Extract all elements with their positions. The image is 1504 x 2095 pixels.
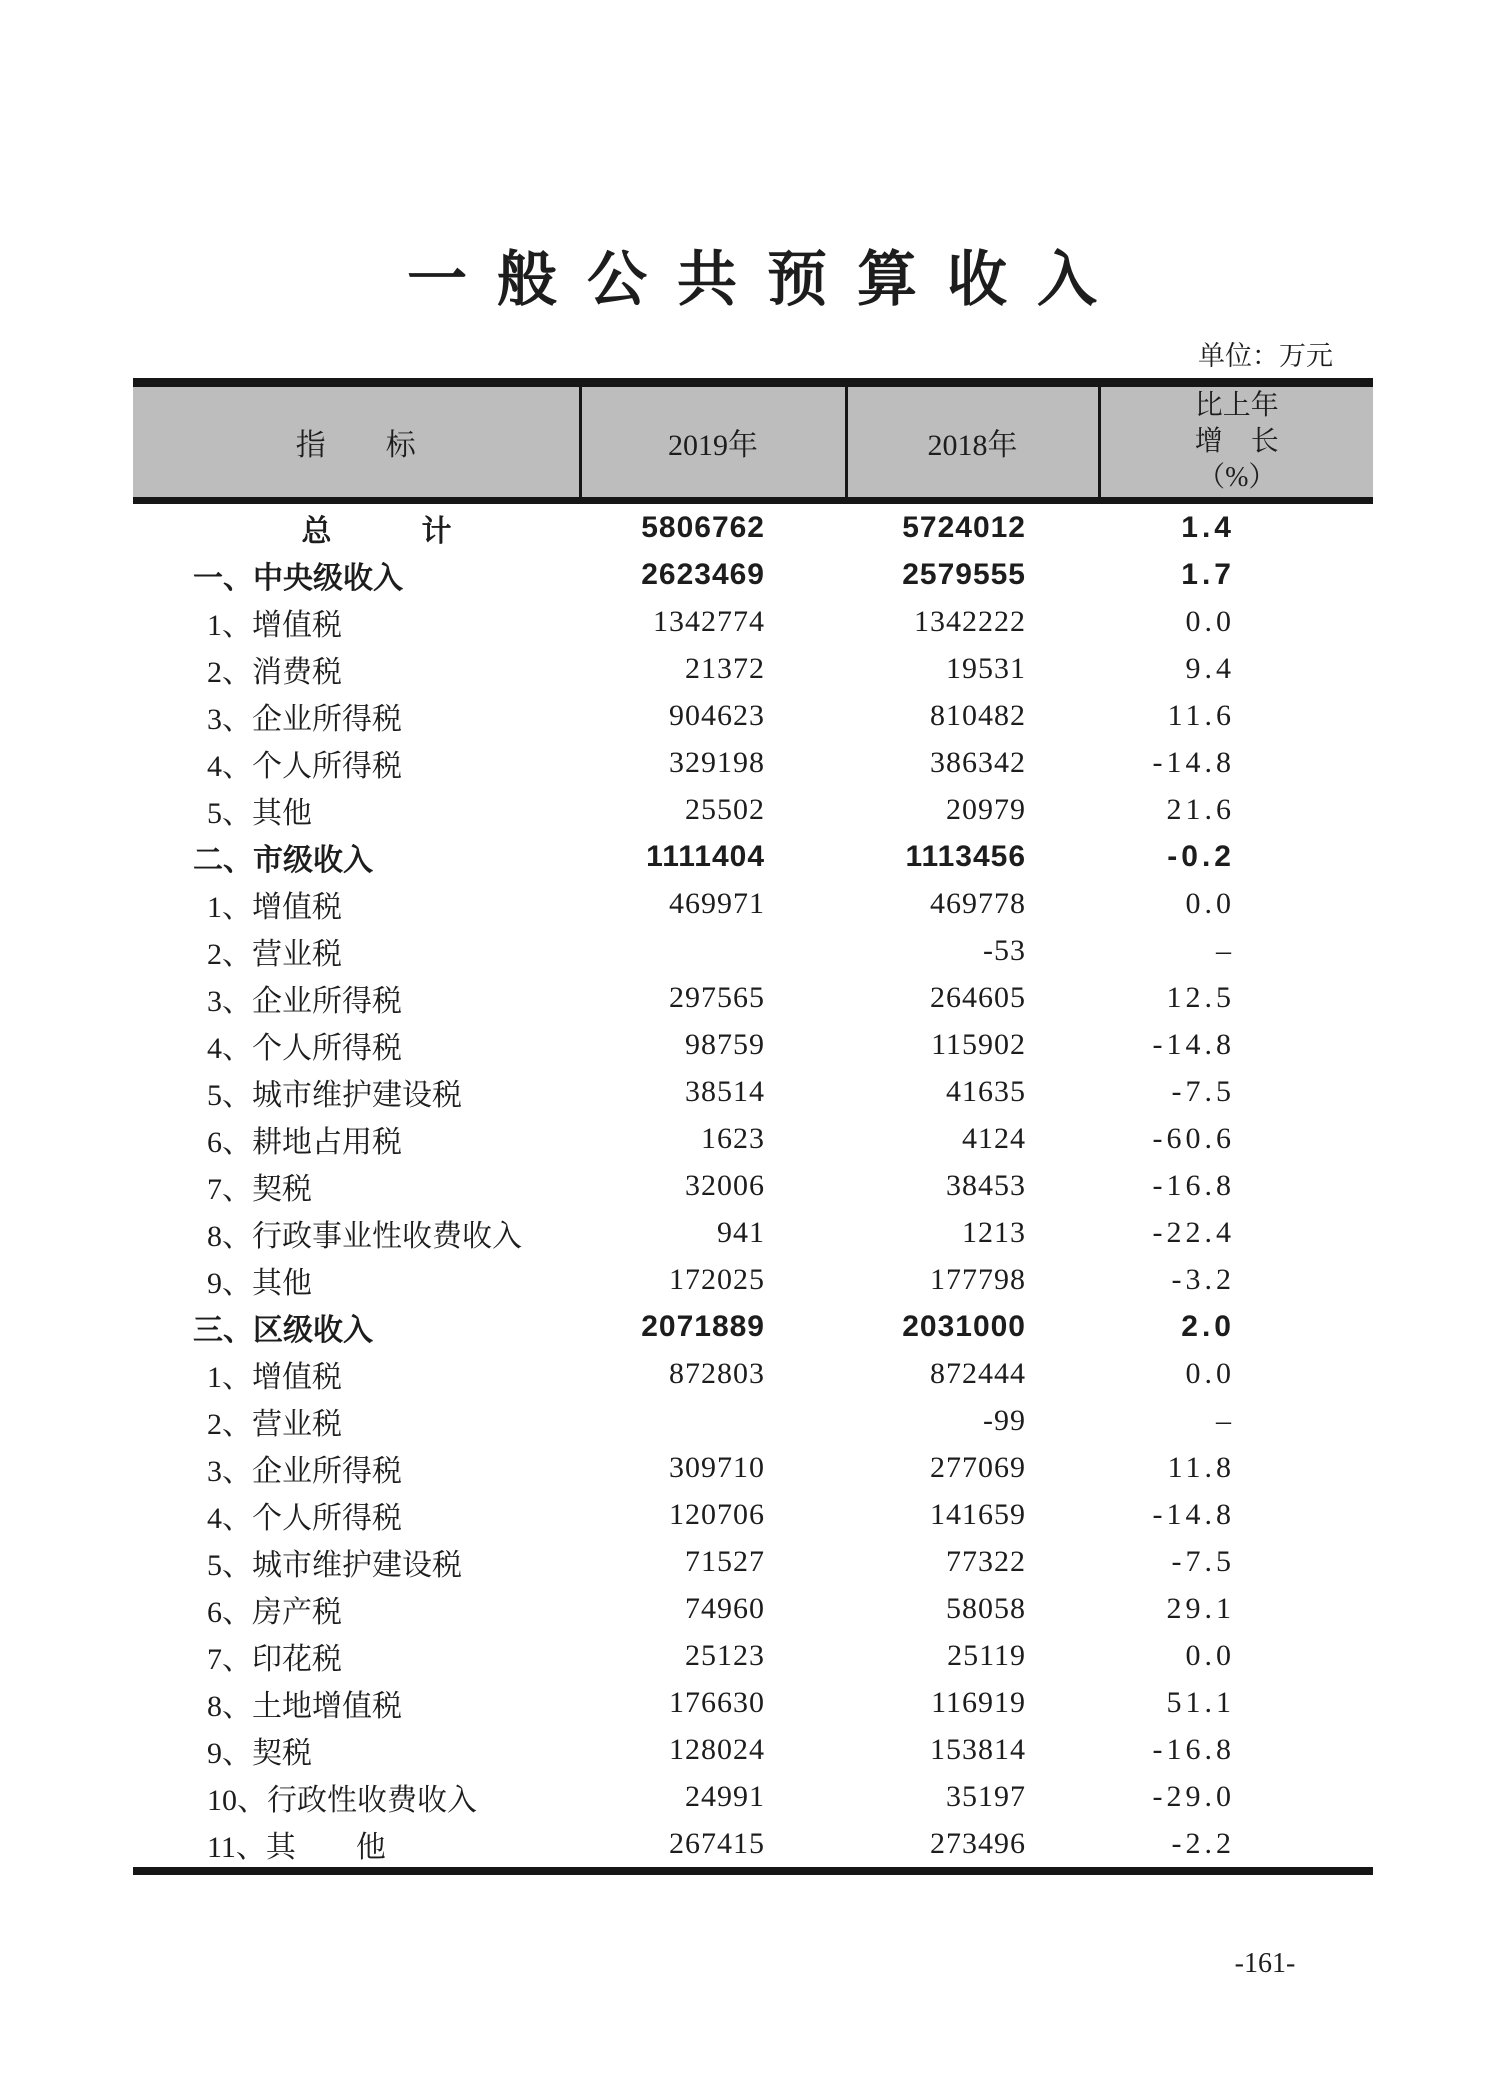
value-2019-cell: 904623 [669, 698, 765, 732]
value-2019-cell: 21372 [685, 651, 765, 685]
value-2018-cell: 5724012 [902, 510, 1026, 544]
value-2018-cell: 386342 [930, 745, 1026, 779]
table-row [133, 1773, 1373, 1820]
growth-cell: 12.5 [1166, 980, 1235, 1014]
growth-cell: 1.7 [1181, 557, 1235, 591]
growth-cell: -0.2 [1167, 839, 1235, 873]
value-2018-cell: 264605 [930, 980, 1026, 1014]
header-growth-line-2: 增 长 [1194, 426, 1279, 457]
value-2018-cell: 872444 [930, 1356, 1026, 1390]
indicator-cell: 9、其他 [207, 1266, 312, 1300]
value-2018-cell: 2579555 [902, 557, 1026, 591]
header-growth-line-1: 比上年 [1194, 390, 1279, 421]
growth-cell: – [1216, 933, 1235, 967]
indicator-cell: 5、城市维护建设税 [207, 1078, 462, 1112]
page-number: -161- [1234, 1948, 1296, 1979]
value-2019-cell: 25502 [685, 792, 765, 826]
value-2019-cell: 25123 [685, 1638, 765, 1672]
growth-cell: -22.4 [1152, 1215, 1235, 1249]
value-2018-cell: 41635 [946, 1074, 1026, 1108]
indicator-cell: 6、耕地占用税 [207, 1125, 402, 1159]
value-2019-cell: 872803 [669, 1356, 765, 1390]
budget-table [133, 378, 1373, 1875]
growth-cell: 1.4 [1181, 510, 1235, 544]
indicator-cell: 1、增值税 [207, 1360, 342, 1394]
table-row [133, 1021, 1373, 1068]
indicator-cell: 6、房产税 [207, 1595, 342, 1629]
growth-cell: 51.1 [1166, 1685, 1235, 1719]
growth-cell: -14.8 [1152, 1497, 1235, 1531]
growth-cell: -14.8 [1152, 1027, 1235, 1061]
value-2019-cell: 1623 [701, 1121, 765, 1155]
value-2019-cell: 297565 [669, 980, 765, 1014]
indicator-cell: 5、城市维护建设税 [207, 1548, 462, 1582]
value-2018-cell: 58058 [946, 1591, 1026, 1625]
growth-cell: 2.0 [1181, 1309, 1235, 1343]
value-2019-cell: 176630 [669, 1685, 765, 1719]
value-2019-cell: 1342774 [653, 604, 765, 638]
table-row [133, 1209, 1373, 1256]
value-2018-cell: 277069 [930, 1450, 1026, 1484]
growth-cell: -7.5 [1171, 1074, 1235, 1108]
value-2018-cell: 810482 [930, 698, 1026, 732]
growth-cell: -2.2 [1171, 1826, 1235, 1860]
header-year-2019: 2019年 [580, 383, 846, 501]
value-2018-cell: 20979 [946, 792, 1026, 826]
indicator-cell: 1、增值税 [207, 890, 342, 924]
value-2019-cell: 329198 [669, 745, 765, 779]
header-growth [1099, 383, 1373, 501]
table-row [133, 1585, 1373, 1632]
table-row [133, 1303, 1373, 1350]
table-row [133, 1162, 1373, 1209]
value-2019-cell: 941 [717, 1215, 765, 1249]
header-indicator: 指 标 [133, 383, 580, 501]
table-row [133, 692, 1373, 739]
value-2018-cell: 273496 [930, 1826, 1026, 1860]
growth-cell: 0.0 [1185, 1638, 1235, 1672]
table-row [133, 833, 1373, 880]
indicator-cell: 一、中央级收入 [193, 561, 403, 595]
table-row [133, 645, 1373, 692]
indicator-cell: 10、行政性收费收入 [207, 1783, 477, 1817]
value-2018-cell: 141659 [930, 1497, 1026, 1531]
unit-label: 单位：万元 [1198, 341, 1333, 371]
value-2019-cell: 38514 [685, 1074, 765, 1108]
value-2018-cell: 1113456 [905, 839, 1026, 873]
growth-cell: -29.0 [1152, 1779, 1235, 1813]
indicator-cell: 4、个人所得税 [207, 1501, 402, 1535]
table-row [133, 1350, 1373, 1397]
budget-table-container [133, 378, 1373, 1875]
indicator-cell: 9、契税 [207, 1736, 312, 1770]
table-row [133, 1256, 1373, 1303]
table-row [133, 927, 1373, 974]
indicator-cell: 1、增值税 [207, 608, 342, 642]
indicator-cell: 3、企业所得税 [207, 702, 402, 736]
value-2019-cell: 1111404 [646, 839, 765, 873]
table-row [133, 1444, 1373, 1491]
value-2019-cell: 172025 [669, 1262, 765, 1296]
value-2018-cell: 153814 [930, 1732, 1026, 1766]
growth-cell: 21.6 [1166, 792, 1235, 826]
value-2019-cell: 128024 [669, 1732, 765, 1766]
table-row [133, 1632, 1373, 1679]
value-2019-cell: 2071889 [641, 1309, 765, 1343]
indicator-cell: 7、契税 [207, 1172, 312, 1206]
indicator-cell: 11、其 他 [207, 1830, 386, 1864]
value-2018-cell: 1342222 [914, 604, 1026, 638]
page-title: 一般公共预算收入 [407, 247, 1127, 313]
growth-cell: -3.2 [1171, 1262, 1235, 1296]
table-row [133, 1491, 1373, 1538]
table-row [133, 739, 1373, 786]
value-2018-cell: 177798 [930, 1262, 1026, 1296]
value-2019-cell: 2623469 [641, 557, 765, 591]
indicator-cell: 5、其他 [207, 796, 312, 830]
value-2019-cell: 469971 [669, 886, 765, 920]
indicator-cell: 二、市级收入 [193, 843, 373, 877]
value-2018-cell: 77322 [946, 1544, 1026, 1578]
value-2018-cell: -53 [983, 933, 1026, 967]
growth-cell: 0.0 [1185, 604, 1235, 638]
growth-cell: 0.0 [1185, 1356, 1235, 1390]
value-2019-cell [580, 927, 846, 974]
growth-cell: – [1216, 1403, 1235, 1437]
table-row [133, 551, 1373, 598]
value-2019-cell: 98759 [685, 1027, 765, 1061]
indicator-cell: 4、个人所得税 [207, 749, 402, 783]
table-body [133, 501, 1373, 1872]
value-2019-cell: 5806762 [641, 510, 765, 544]
value-2018-cell: 115902 [931, 1027, 1026, 1061]
indicator-cell: 3、企业所得税 [207, 1454, 402, 1488]
table-row [133, 1397, 1373, 1444]
value-2019-cell: 71527 [685, 1544, 765, 1578]
value-2018-cell: 4124 [962, 1121, 1026, 1155]
table-row [133, 1538, 1373, 1585]
growth-cell: -60.6 [1152, 1121, 1235, 1155]
value-2018-cell: 25119 [947, 1638, 1026, 1672]
indicator-cell: 总 计 [301, 514, 452, 548]
value-2019-cell: 24991 [685, 1779, 765, 1813]
indicator-cell: 3、企业所得税 [207, 984, 402, 1018]
table-row [133, 1820, 1373, 1871]
value-2019-cell: 32006 [685, 1168, 765, 1202]
indicator-cell: 2、消费税 [207, 655, 342, 689]
table-row [133, 974, 1373, 1021]
growth-cell: 11.8 [1167, 1450, 1235, 1484]
indicator-cell: 2、营业税 [207, 1407, 342, 1441]
value-2018-cell: 35197 [946, 1779, 1026, 1813]
header-year-2018: 2018年 [846, 383, 1099, 501]
value-2018-cell: 469778 [930, 886, 1026, 920]
value-2019-cell [580, 1397, 846, 1444]
value-2019-cell: 120706 [669, 1497, 765, 1531]
indicator-cell: 2、营业税 [207, 937, 342, 971]
growth-cell: -16.8 [1152, 1168, 1235, 1202]
value-2018-cell: 1213 [962, 1215, 1026, 1249]
indicator-cell: 三、区级收入 [193, 1313, 373, 1347]
value-2018-cell: 116919 [931, 1685, 1026, 1719]
table-row [133, 1115, 1373, 1162]
growth-cell: 11.6 [1167, 698, 1235, 732]
table-row [133, 598, 1373, 645]
table-row [133, 1726, 1373, 1773]
table-row [133, 1068, 1373, 1115]
growth-cell: 9.4 [1185, 651, 1235, 685]
growth-cell: 29.1 [1166, 1591, 1235, 1625]
indicator-cell: 4、个人所得税 [207, 1031, 402, 1065]
indicator-cell: 8、土地增值税 [207, 1689, 402, 1723]
value-2019-cell: 309710 [669, 1450, 765, 1484]
value-2018-cell: -99 [983, 1403, 1026, 1437]
value-2019-cell: 267415 [669, 1826, 765, 1860]
value-2019-cell: 74960 [685, 1591, 765, 1625]
table-row [133, 501, 1373, 552]
table-row [133, 880, 1373, 927]
table-row [133, 1679, 1373, 1726]
indicator-cell: 7、印花税 [207, 1642, 342, 1676]
header-growth-line-3: （%） [1197, 462, 1277, 493]
indicator-cell: 8、行政事业性收费收入 [207, 1219, 522, 1253]
growth-cell: -16.8 [1152, 1732, 1235, 1766]
growth-cell: -7.5 [1171, 1544, 1235, 1578]
value-2018-cell: 38453 [946, 1168, 1026, 1202]
value-2018-cell: 2031000 [902, 1309, 1026, 1343]
table-row [133, 786, 1373, 833]
value-2018-cell: 19531 [946, 651, 1026, 685]
table-header [133, 383, 1373, 501]
growth-cell: -14.8 [1152, 745, 1235, 779]
growth-cell: 0.0 [1185, 886, 1235, 920]
header-row [133, 383, 1373, 501]
